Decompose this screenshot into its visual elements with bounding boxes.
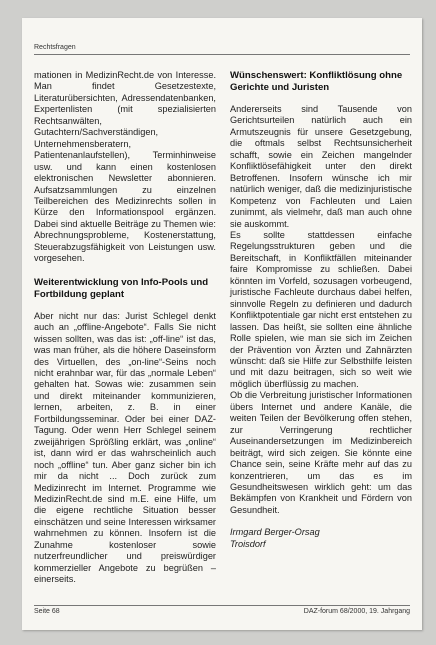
page-number: Seite 68 [34,608,60,615]
journal-info: DAZ-forum 68/2000, 19. Jahrgang [303,608,410,615]
body-paragraph: Es sollte stattdessen einfache Regelungsstrukturen geben und die Bereitschaft, in Konfliktfällen miteinander faire Kompromisse zu schließen. Dabei könnten im Vorfeld, sozusagen vorbeugend, juristische Fachleute durchaus dabei helfen, sinnvolle Regeln zu definieren und dadurch Konfliktpotentiale gar nicht erst entstehen zu lassen. Das heißt, sie sollten eine ähnliche Rolle spielen, wie man sie sich im Zeichen der Prävention von Ärzten und Zahnärzten wünscht: daß sie Hilfe zur Selbsthilfe leisten und mit dazu beitragen, sich so weit wie möglich überflüssig zu machen. [230,229,412,389]
author-name: Irmgard Berger-Orsag [230,527,320,538]
section-heading: Weiterentwicklung von Info-Pools und Fortbildung geplant [34,276,209,300]
left-column [34,70,216,586]
body-paragraph: Ob die Verbreitung juristischer Informationen übers Internet und andere Kanäle, die weiten Teilen der Bevölkerung offen stehen, zur Verringerung rechtlicher Auseinandersetzungen im Medizinbereich beiträgt, wird sich zeigen. Sie könnte eine Chance sein, seine Kräfte mehr auf das zu konzentrieren, um das es im Gesundheitswesen wirklich geht: um das Bekämpfen von Krankheit und Fördern von Gesundheit. [230,390,412,515]
document-page [22,18,422,630]
section-label: Rechtsfragen [34,44,76,51]
right-column [230,70,412,550]
section-heading: Wünschenswert: Konfliktlösung ohne Gerichte und Juristen [230,70,403,93]
body-paragraph: Andererseits sind Tausende von Gerichtsurteilen natürlich auch ein Armutszeugnis für unsere Gesetzgebung, die oftmals selbst Rechtsunsicherheit schafft, sowie ein Zeichen mangelnder Konfliktlösefähigkeit unter den direkt Betroffenen. Insofern wünsche ich mir natürlich weniger, daß die medizinjuristische Kompetenz von Fachleuten und Laien zunimmt, als vielmehr, daß man auch ohne sie auskommt. [230,104,412,229]
body-paragraph: Aber nicht nur das: Jurist Schlegel denkt auch an „offline-Angebote“. Falls Sie nicht wissen sollten, was das ist: „off-line“ ist das, was man früher, als die höhere Daseinsform des Virtuellen, des „on-line“-Seins noch nicht erahnbar war, für das „normale Leben“ gehalten hat. Sowas wie: zusammen sein und direkt miteinander kommunizieren, lernen, arbeiten, z. B. in einer Fortbildungsseminar. Oder bei einer DAZ-Tagung. Oder wenn Herr Schlegel seinem zweijährigen Sprößling erklärt, was „online“ ist, dann wird er das wahrscheinlich auch noch „offline“ tun. Aber ganz sicher bin ich mir da nicht ... Doch zurück zum Medizinrecht im Internet. Programme wie MedizinRecht.de sind m.E. eine Hilfe, um die eigene rechtliche Situation besser einschätzen und seine Interessen wirksamer wahrnehmen zu können. Insofern ist die Zunahme kostenloser sowie nutzerfreundlicher und preiswürdiger kommerzieller Angebote zu begrüßen – einerseits. [34,310,216,585]
intro-paragraph: mationen in MedizinRecht.de von Interesse. Man findet Gesetzestexte, Literaturübersichten, Adressendatenbanken, Expertenlisten (mit spezialisierten Rechtsanwälten, Gutachtern/Sachverständigen, Unternehmensberatern, Patientenanlaufstellen), Terminhinweise usw. und kann einen kostenlosen elektronischen Newsletter abonnieren. Aufsatzsammlungen zu einzelnen Teilbereichen des Medizinrechts sollen in Kürze den Informationspool ergänzen. Dabei sind aktuelle Beiträge zu Themen wie: Abrechnungsprobleme, Kostenerstattung, Steuerabzugsfähigkeit von Leistungen usw. vorgesehen. [34,70,216,264]
author-location: Troisdorf [230,538,266,549]
header-rule [34,54,410,55]
author-signature [230,527,412,550]
footer-rule [34,605,410,606]
